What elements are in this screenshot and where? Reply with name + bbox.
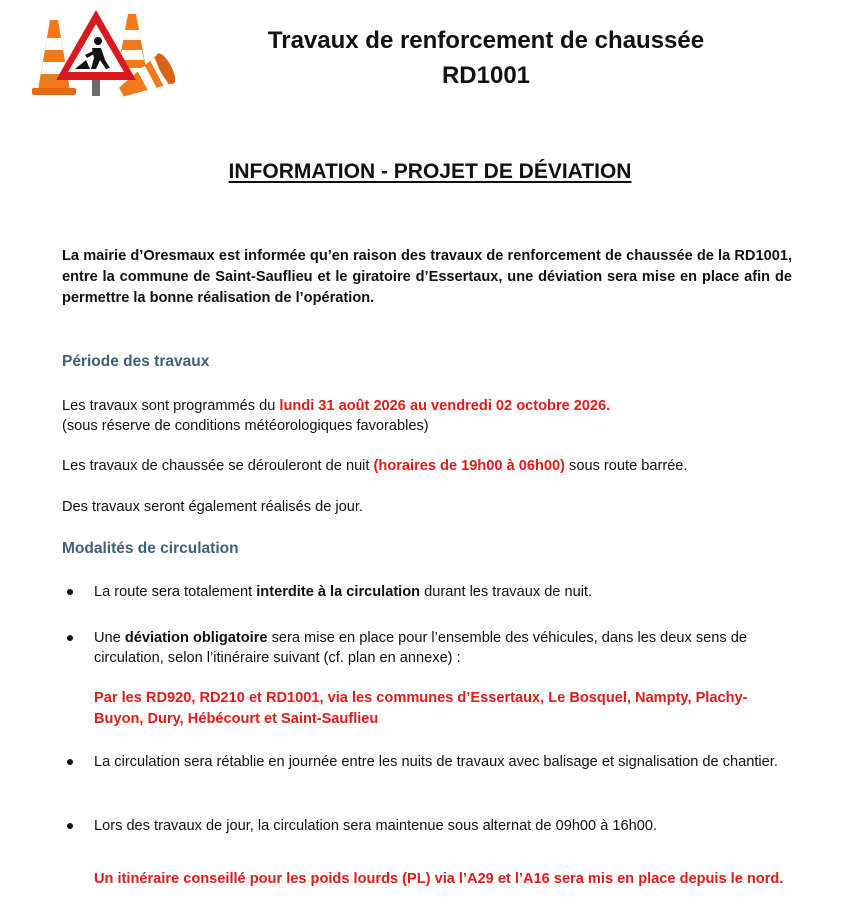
periode-dates-paragraph xyxy=(62,396,792,436)
bullet-text: Lors des travaux de jour, la circulation sera maintenue sous alternat de 09h00 à 16h00. xyxy=(94,818,658,834)
periode-dates-prefix: Les travaux sont programmés du xyxy=(62,398,280,414)
section-banner-text: INFORMATION - PROJET DE DÉVIATION xyxy=(228,160,632,183)
periode-dates: lundi 31 août 2026 au vendredi 02 octobre 2026. xyxy=(279,398,611,414)
deviation-route: Par les RD920, RD210 et RD1001, via les communes d’Essertaux, Le Bosquel, Nampty, Plachy-Buyon, Dury, Hébécourt et Saint-Sauflieu xyxy=(94,690,748,727)
bullet-dot xyxy=(67,759,73,765)
night-hours-prefix: Les travaux de chaussée se dérouleront de nuit xyxy=(62,458,374,474)
periode-heading: Période des travaux xyxy=(62,353,210,370)
bullet-bold-text: interdite à la circulation xyxy=(256,584,421,600)
bullet-text: La circulation sera rétablie en journée entre les nuits de travaux avec balisage et signalisation de chantier. xyxy=(94,754,778,770)
bullet-dot xyxy=(67,635,73,641)
night-hours-suffix: sous route barrée. xyxy=(564,458,688,474)
intro-paragraph: La mairie d’Oresmaux est informée qu’en raison des travaux de renforcement de chaussée de la RD1001, entre la commune de Saint-Sauflieu et le giratoire d’Essertaux, une déviation sera mise en place afin de permettre la bonne réalisation de l’opération. xyxy=(62,248,792,306)
bullet-text: durant les travaux de nuit. xyxy=(420,584,593,600)
bullet-dot xyxy=(67,823,73,829)
bullet-text: Une xyxy=(94,630,125,646)
night-hours: (horaires de 19h00 à 06h00) xyxy=(373,458,565,474)
day-works-paragraph: Des travaux seront également réalisés de jour. xyxy=(62,499,363,515)
bullet-text: La route sera totalement xyxy=(94,584,257,600)
road-reference: RD1001 xyxy=(441,62,531,89)
night-hours-paragraph xyxy=(62,456,792,476)
weather-note: (sous réserve de conditions météorologiques favorables) xyxy=(62,418,429,434)
circulation-heading: Modalités de circulation xyxy=(62,540,239,557)
heavy-vehicles-note: Un itinéraire conseillé pour les poids lourds (PL) via l’A29 et l’A16 sera mis en place depuis le nord. xyxy=(94,871,784,887)
bullet-text: sera mise en place pour l’ensemble des véhicules, dans les deux sens de circulation, selon l’itinéraire suivant (cf. plan en annexe) : xyxy=(94,630,747,666)
section-banner xyxy=(0,160,860,184)
bullet-dot xyxy=(67,589,73,595)
document-title: Travaux de renforcement de chaussée xyxy=(267,27,705,54)
roadworks-cones-sign-icon xyxy=(30,8,182,108)
bullet-bold-text: déviation obligatoire xyxy=(124,630,268,646)
